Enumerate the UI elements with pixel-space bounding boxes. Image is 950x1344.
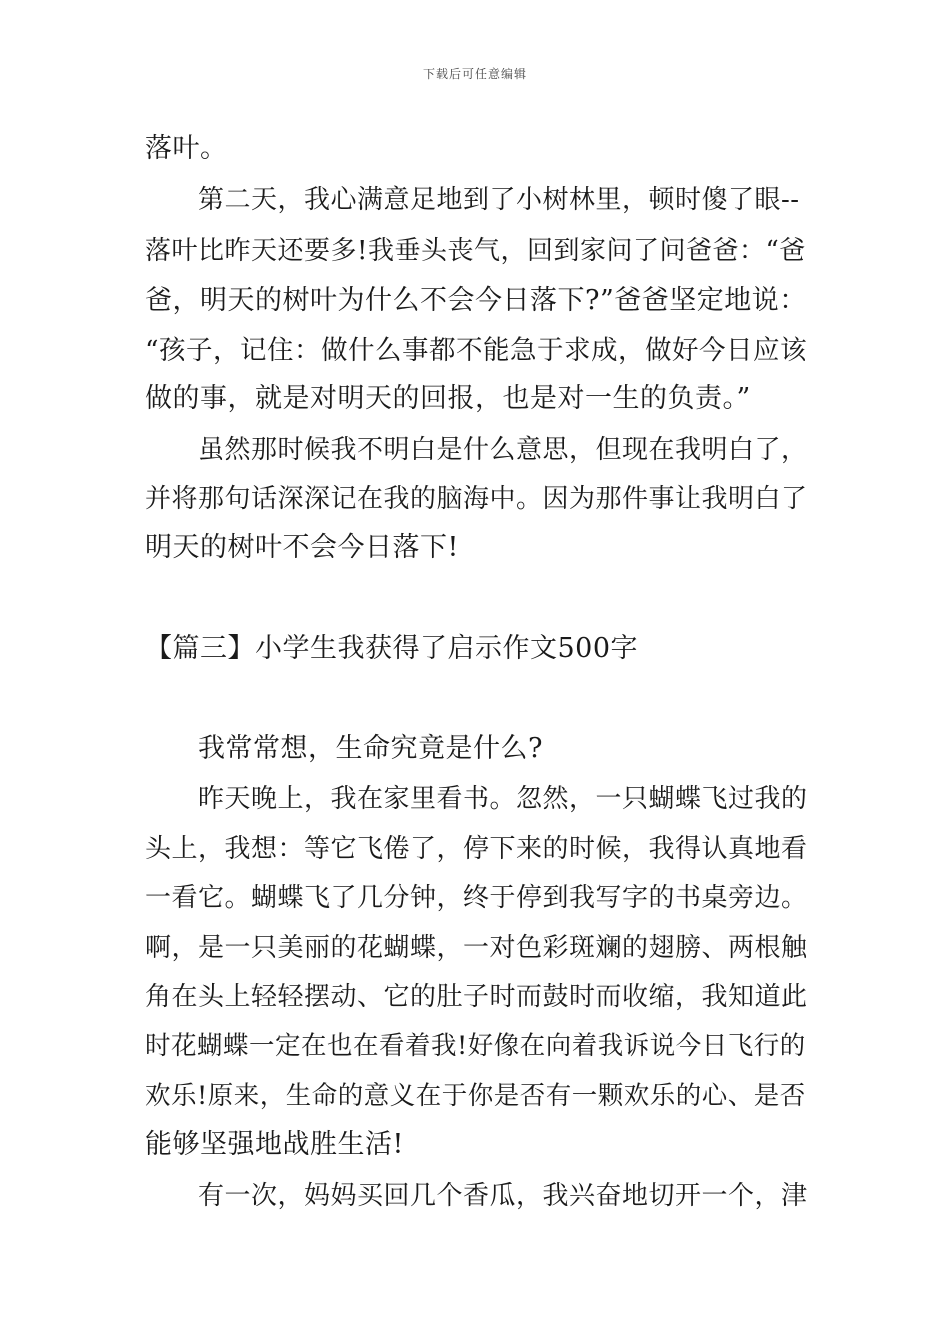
section-heading: 【篇三】小学生我获得了启示作文500字 [145,633,639,664]
paragraph-start-line: 有一次，妈妈买回几个香瓜，我兴奋地切开一个，津 [198,1181,808,1211]
text-line: 做的事，就是对明天的回报，也是对一生的负责。” [145,383,751,414]
text-line: 头上，我想：等它飞倦了，停下来的时候，我得认真地看 [145,834,808,864]
text-line: 并将那句话深深记在我的脑海中。因为那件事让我明白了 [145,484,808,514]
text-line: 时花蝴蝶一定在也在看着我!好像在向着我诉说今日飞行的 [145,1031,806,1061]
text-line: 落叶。 [145,133,228,164]
text-line: 能够坚强地战胜生活! [145,1129,404,1160]
text-line: 一看它。蝴蝶飞了几分钟，终于停到我写字的书桌旁边。 [145,883,808,913]
text-line: 落叶比昨天还要多!我垂头丧气，回到家问了问爸爸：“爸 [145,236,806,266]
paragraph-start-line: 昨天晚上，我在家里看书。忽然，一只蝴蝶飞过我的 [198,784,808,814]
text-line: 爸，明天的树叶为什么不会今日落下?”爸爸坚定地说： [145,285,807,316]
page-header: 下载后可任意编辑 [422,67,527,81]
text-line: 啊，是一只美丽的花蝴蝶，一对色彩斑斓的翅膀、两根触 [145,933,808,963]
text-line: 欢乐!原来，生命的意义在于你是否有一颗欢乐的心、是否 [145,1081,806,1111]
text-line: 明天的树叶不会今日落下! [145,532,459,563]
paragraph-start-line: 第二天，我心满意足地到了小树林里，顿时傻了眼-- [198,185,800,215]
paragraph-start-line: 虽然那时候我不明白是什么意思，但现在我明白了， [198,435,808,465]
paragraph-start-line: 我常常想，生命究竟是什么? [198,733,543,764]
text-line: “孩子，记住：做什么事都不能急于求成，做好今日应该 [145,335,808,366]
text-line: 角在头上轻轻摆动、它的肚子时而鼓时而收缩，我知道此 [145,982,808,1012]
